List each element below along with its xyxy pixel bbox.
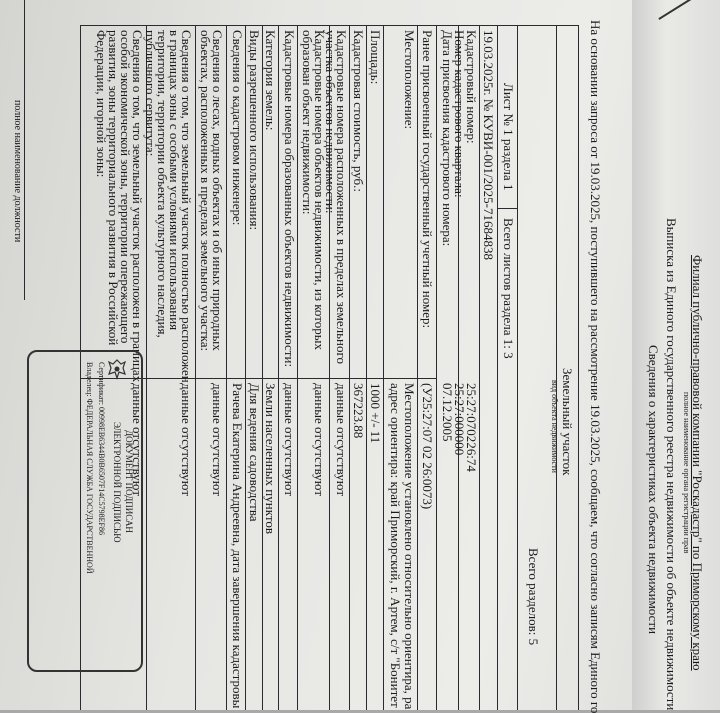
field-value-engineer: Рачева Екатерина Андреевна, дата завершения кадастровы	[230, 383, 245, 709]
field-label-cadastral-value: Кадастровая стоимость, руб.:	[351, 30, 366, 193]
field-value-permitted-use: Для ведения садоводства	[247, 383, 262, 522]
table-col-divider	[517, 25, 518, 710]
table-row-line	[195, 25, 196, 710]
position-caption: полное наименование должности	[12, 100, 23, 243]
field-label-formed-objects: Кадастровые номера образованных объектов недвижимости:	[282, 30, 297, 368]
field-label-special-zone-1: Сведения о том, что земельный участок полностью расположен	[179, 30, 194, 383]
doc-title: Выписка из Единого государственного реестра недвижимости об объекте недвижимости	[664, 218, 679, 711]
electronic-signature-stamp	[27, 350, 143, 672]
table-col-divider	[436, 25, 437, 710]
emblem-icon	[107, 358, 127, 380]
field-label-land-category: Категория земель:	[263, 30, 278, 131]
field-label-source-objects-2: образован объект недвижимости:	[300, 30, 315, 215]
sections-total: Всего разделов: 5	[526, 548, 541, 646]
table-sheet-divider	[497, 208, 517, 209]
sheets-total: Всего листов раздела 1: 3	[501, 218, 516, 359]
table-row-line	[297, 25, 298, 710]
field-label-area: Площадь:	[368, 30, 383, 85]
stamp-line-3: Сертификат: 00998EB6344B0B6507F14C5798EF86	[97, 362, 106, 535]
field-label-cadastral-number: Кадастровый номер:	[464, 30, 479, 144]
table-row-line	[383, 25, 384, 710]
field-label-economic-zone-4: Федерации, игорной зоны:	[94, 30, 109, 178]
field-label-assignment-date: Дата присвоения кадастрового номера:	[440, 30, 455, 247]
field-label-natural-objects-2: объектах, расположенных в пределах земельного участка:	[198, 30, 213, 352]
field-value-natural-objects: данные отсутствуют	[210, 383, 225, 497]
field-label-special-zone-2: в границах зоны с особыми условиями использования	[167, 30, 182, 331]
field-value-location-line1: Местоположение установлено относительно ориентира, ра	[402, 383, 417, 710]
table-row-line	[226, 25, 227, 710]
object-type: Земельный участок	[560, 368, 575, 476]
table-row-line	[497, 25, 498, 710]
field-label-source-objects-1: Кадастровые номера объектов недвижимости, из которых	[312, 30, 327, 350]
field-value-special-zone: данные отсутствуют	[179, 383, 194, 497]
section-title: Сведения о характеристиках объекта недвижимости	[646, 345, 661, 635]
field-label-natural-objects-1: Сведения о лесах, водных объектах и об иных природных	[210, 30, 225, 351]
table-row-line	[366, 25, 367, 710]
field-value-source-objects: данные отсутствуют	[312, 383, 327, 497]
field-value-area: 1000 +/- 11	[368, 383, 383, 444]
field-value-land-category: Земли населенных пунктов	[263, 383, 278, 534]
table-border-top	[80, 25, 578, 26]
field-label-special-zone-4: публичного сервитута:	[143, 30, 158, 157]
field-label-economic-zone-3: развития, зоны территориального развития в Российской	[106, 30, 121, 346]
table-row-line	[245, 25, 246, 710]
field-label-engineer: Сведения о кадастровом инженере:	[230, 30, 245, 226]
table-col-divider	[556, 25, 557, 710]
field-value-economic-zone: данные отсутствуют	[130, 383, 145, 497]
request-date-number: 19.03.2025г. № КУВИ-001/2025-71684838	[481, 30, 496, 260]
field-label-special-zone-3: территории, территории объекта культурного наследия,	[155, 30, 170, 338]
table-border-right	[578, 25, 579, 710]
stamp-line-2: ЭЛЕКТРОННОЙ ПОДПИСЬЮ	[112, 422, 122, 543]
field-label-permitted-use: Виды разрешенного использования:	[247, 30, 262, 231]
signature-line	[24, 0, 25, 300]
field-value-assignment-date: 07.12.2005	[440, 383, 455, 442]
org-title: Филиал публично-правовой компании "Роскадастр" по Приморскому краю	[690, 255, 705, 671]
field-value-cadastral-value: 367223.88	[351, 383, 366, 439]
field-label-economic-zone-2: особой экономической зоны, территории опережающего	[118, 30, 133, 344]
stamp-line-1: ДОКУМЕНТ ПОДПИСАН	[124, 430, 134, 533]
object-type-caption: вид объекта недвижимости	[550, 380, 559, 473]
basis-text: На основании запроса от 19.03.2025, поступившего на рассмотрение 19.03.2025, сообщаем, что согласно записям Единого го	[588, 20, 603, 713]
field-label-contained-objects-2: участка объектов недвижимости:	[323, 30, 338, 214]
field-label-contained-objects-1: Кадастровые номера расположенных в пределах земельного	[334, 30, 349, 364]
stamp-line-4: Владелец: ФЕДЕРАЛЬНАЯ СЛУЖБА ГОСУДАРСТВЕННОЙ	[85, 362, 94, 574]
table-row-line	[349, 25, 350, 710]
field-value-contained-objects: данные отсутствуют	[334, 383, 349, 497]
field-value-previous-number: (У25:27:07 02 26:0073)	[420, 383, 435, 510]
sheet-label: Лист № 1 раздела 1	[501, 83, 516, 191]
field-label-location: Местоположение:	[402, 30, 417, 130]
field-value-location-line2: адрес ориентира: край Приморский, г. Артем, с/т "Бонитет	[388, 383, 403, 708]
table-row-line	[278, 25, 279, 710]
field-value-quarter-number: 25:27:000000	[452, 383, 467, 456]
field-value-formed-objects: данные отсутствуют	[282, 383, 297, 497]
field-label-quarter-number: Номер кадастрового квартала:	[452, 30, 467, 198]
table-row-line	[479, 25, 480, 710]
org-caption: полное наименование органа регистрации прав	[682, 392, 691, 554]
field-label-economic-zone-1: Сведения о том, что земельный участок расположен в границах	[130, 30, 145, 383]
field-label-previous-number: Ранее присвоенный государственный учетный номер:	[420, 30, 435, 329]
field-value-cadastral-number: 25:27:070226:74	[464, 383, 479, 472]
table-row-line	[417, 25, 418, 710]
